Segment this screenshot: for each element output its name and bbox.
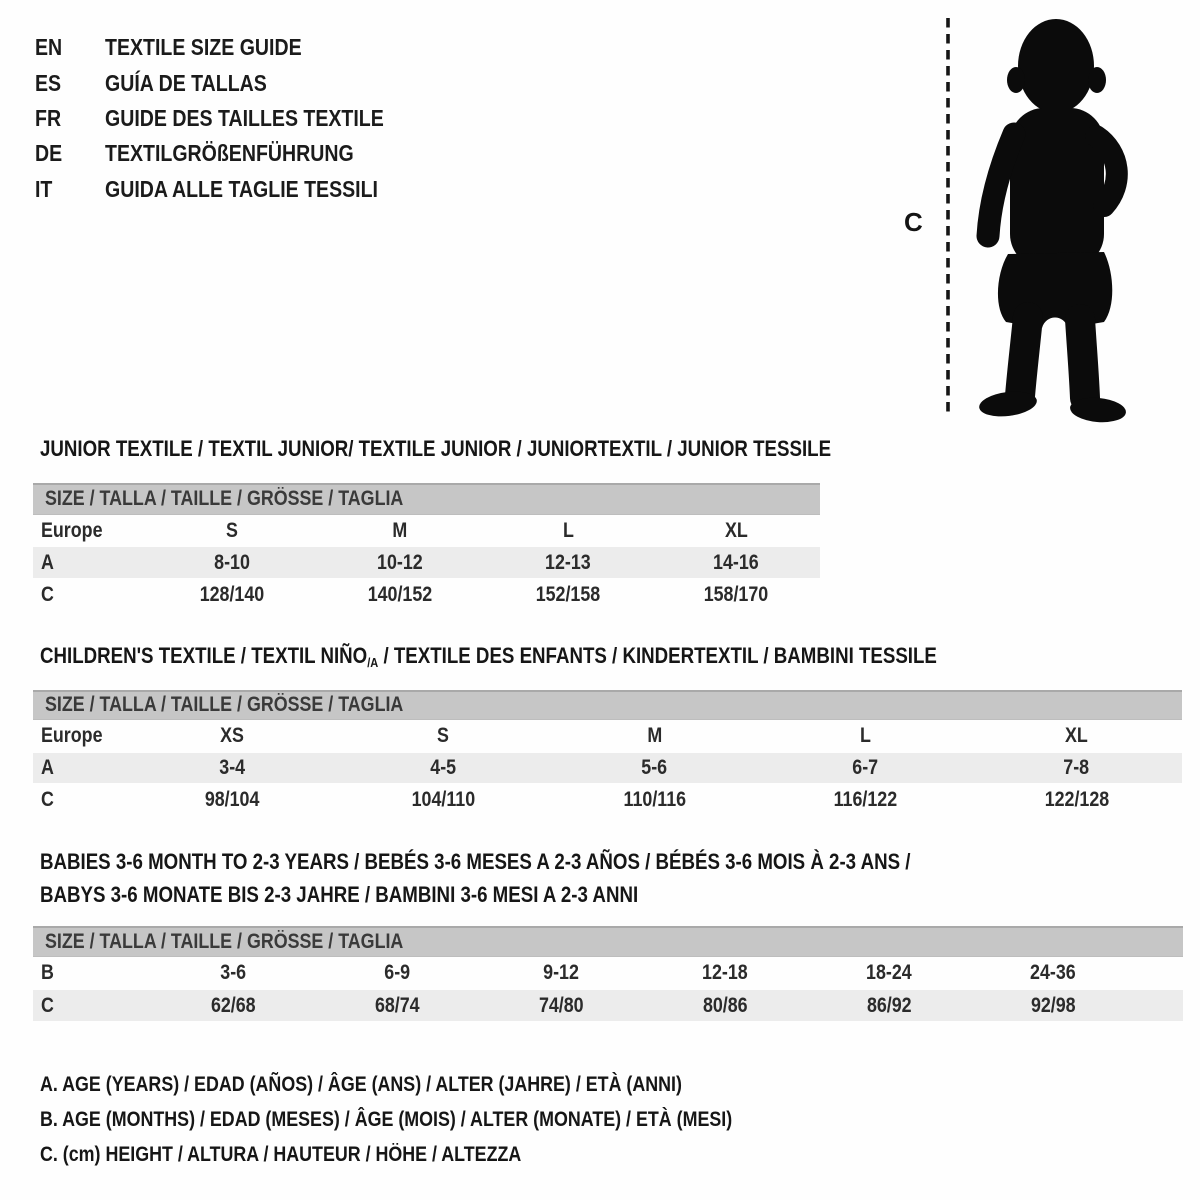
value: 14-16 (713, 550, 759, 574)
value: 3-4 (219, 756, 246, 779)
section-heading-babies-text1: BABIES 3-6 MONTH TO 2-3 YEARS / BEBÉS 3-6 MESES A 2-3 AÑOS / BÉBÉS 3-6 MOIS À 2-3 ANS / (40, 849, 911, 874)
value: 9-12 (543, 961, 579, 985)
size-label: XS (220, 724, 245, 748)
row-label: A (41, 756, 54, 779)
value: 5-6 (641, 756, 668, 779)
language-code: IT (35, 175, 53, 202)
language-code: EN (35, 34, 63, 61)
row-label-cell (33, 990, 151, 1021)
row-label: C (41, 582, 54, 606)
table-header-label: SIZE / TALLA / TAILLE / GRÖSSE / TAGLIA (45, 487, 404, 511)
size-label: XL (1065, 724, 1088, 748)
value-cell (479, 956, 643, 990)
value-cell (315, 956, 479, 990)
table-row (33, 753, 1182, 783)
value-cell (127, 783, 338, 817)
value-cell (484, 547, 652, 578)
size-cell (971, 719, 1182, 753)
value: 8-10 (214, 550, 250, 574)
section-heading-children-text (40, 643, 937, 669)
region-label-cell (33, 514, 148, 547)
language-title: GUIDA ALLE TAGLIE TESSILI (105, 175, 378, 202)
value: 6-9 (384, 961, 410, 985)
size-label: S (226, 518, 238, 542)
value: 80/86 (702, 993, 748, 1017)
value: 10-12 (377, 550, 423, 574)
value-cell (971, 990, 1135, 1021)
legend (40, 1068, 854, 1172)
value-cell (549, 783, 760, 817)
value-cell (807, 956, 971, 990)
value: 4-5 (430, 756, 457, 779)
value-cell (338, 753, 549, 783)
section-heading-children (40, 643, 1095, 669)
value-cell (148, 578, 316, 611)
baby-silhouette-icon (962, 12, 1142, 424)
section-heading-babies-line1 (40, 849, 1064, 875)
value-cell (971, 783, 1182, 817)
value-cell (760, 783, 971, 817)
table-row (33, 783, 1182, 817)
value-cell (127, 753, 338, 783)
size-cell (549, 719, 760, 753)
value: 18-24 (866, 961, 912, 985)
table-row (33, 547, 820, 578)
section-heading-junior (40, 436, 971, 462)
value: 140/152 (367, 582, 433, 606)
legend-text-c: C. (cm) HEIGHT / ALTURA / HAUTEUR / HÖHE / ALTEZZA (40, 1142, 522, 1166)
value-cell (316, 578, 484, 611)
value: 92/98 (1030, 993, 1076, 1017)
value: 12-13 (545, 550, 591, 574)
size-cell (316, 514, 484, 547)
value: 62/68 (210, 993, 256, 1017)
value: 74/80 (538, 993, 584, 1017)
language-code: FR (35, 104, 62, 131)
size-label: L (860, 724, 871, 748)
heading-subscript: /A (367, 655, 379, 670)
value: 128/140 (199, 582, 265, 606)
babies-size-table (33, 926, 1183, 1021)
spacer-cell (1135, 990, 1183, 1021)
value: 6-7 (852, 756, 879, 779)
section-heading-junior-text: JUNIOR TEXTILE / TEXTIL JUNIOR/ TEXTILE JUNIOR / JUNIORTEXTIL / JUNIOR TESSILE (40, 436, 832, 461)
legend-line-a (40, 1068, 854, 1103)
language-row (35, 30, 433, 65)
value: 86/92 (866, 993, 912, 1017)
table-row (33, 578, 820, 611)
size-cell (148, 514, 316, 547)
value-cell (148, 547, 316, 578)
table-header-label: SIZE / TALLA / TAILLE / GRÖSSE / TAGLIA (45, 929, 404, 953)
value: 158/170 (703, 582, 769, 606)
value: 152/158 (535, 582, 601, 606)
spacer-cell (1135, 956, 1183, 990)
language-list (35, 30, 433, 207)
value-cell (479, 990, 643, 1021)
value-cell (643, 956, 807, 990)
legend-text-b: B. AGE (MONTHS) / EDAD (MESES) / ÂGE (MOIS) / ALTER (MONATE) / ETÀ (MESI) (40, 1108, 733, 1132)
value-cell (971, 956, 1135, 990)
value: 12-18 (702, 961, 748, 985)
value-cell (338, 783, 549, 817)
value-cell (652, 547, 820, 578)
value-cell (643, 990, 807, 1021)
section-heading-babies-line2 (40, 882, 744, 908)
value: 68/74 (374, 993, 420, 1017)
legend-line-b (40, 1103, 854, 1138)
size-label: M (647, 724, 662, 748)
language-row (35, 101, 433, 136)
value-cell (316, 547, 484, 578)
row-label-cell (33, 547, 148, 578)
value: 98/104 (205, 788, 260, 811)
size-label: XL (724, 518, 748, 542)
language-title: TEXTILGRÖßENFÜHRUNG (105, 140, 354, 167)
language-code: ES (35, 69, 62, 96)
value: 7-8 (1063, 756, 1090, 779)
value: 116/122 (833, 788, 898, 811)
value: 104/110 (411, 788, 476, 811)
size-label: S (437, 724, 450, 748)
region-label: Europe (41, 518, 103, 542)
language-code: DE (35, 140, 63, 167)
row-label-cell (33, 956, 151, 990)
section-heading-babies-text2: BABYS 3-6 MONATE BIS 2-3 JAHRE / BAMBINI 3-6 MESI A 2-3 ANNI (40, 882, 639, 907)
language-row (35, 136, 433, 171)
value-cell (971, 753, 1182, 783)
row-label-cell (33, 578, 148, 611)
junior-size-table (33, 483, 820, 611)
value-cell (315, 990, 479, 1021)
legend-line-c (40, 1138, 854, 1173)
row-label: C (41, 993, 54, 1017)
size-cell (760, 719, 971, 753)
heading-text-part1: CHILDREN'S TEXTILE / TEXTIL NIÑO (40, 643, 368, 668)
value: 122/128 (1044, 788, 1109, 811)
size-cell (484, 514, 652, 547)
value: 24-36 (1030, 961, 1076, 985)
value-cell (549, 753, 760, 783)
value-cell (807, 990, 971, 1021)
height-measure-dashed-line-icon (944, 16, 952, 418)
table-header-label: SIZE / TALLA / TAILLE / GRÖSSE / TAGLIA (45, 693, 404, 717)
language-title: GUIDE DES TAILLES TEXTILE (105, 104, 384, 131)
size-cell (652, 514, 820, 547)
size-cell (127, 719, 338, 753)
children-size-table (33, 690, 1182, 817)
size-cell (338, 719, 549, 753)
table-row (33, 956, 1183, 990)
table-header-bar (33, 927, 1183, 956)
legend-text-a: A. AGE (YEARS) / EDAD (AÑOS) / ÂGE (ANS) / ALTER (JAHRE) / ETÀ (ANNI) (40, 1073, 682, 1097)
heading-text-part2: / TEXTILE DES ENFANTS / KINDERTEXTIL / BAMBINI TESSILE (378, 643, 937, 668)
value-cell (760, 753, 971, 783)
region-label-cell (33, 719, 127, 753)
size-label: M (392, 518, 408, 542)
value: 3-6 (220, 961, 246, 985)
value-cell (484, 578, 652, 611)
table-header-bar (33, 484, 820, 514)
table-row (33, 990, 1183, 1021)
size-label: L (562, 518, 574, 542)
row-label: B (41, 961, 54, 985)
table-header-bar (33, 691, 1182, 719)
value: 110/116 (623, 788, 686, 811)
language-row (35, 65, 433, 100)
value-cell (652, 578, 820, 611)
row-label: C (41, 788, 54, 811)
language-title: GUÍA DE TALLAS (105, 69, 267, 96)
row-label-cell (33, 783, 127, 817)
row-label-cell (33, 753, 127, 783)
measure-label-c: C (904, 207, 923, 237)
region-label: Europe (41, 724, 103, 748)
value-cell (151, 990, 315, 1021)
language-title: TEXTILE SIZE GUIDE (105, 34, 302, 61)
language-row (35, 172, 433, 207)
row-label: A (41, 550, 54, 574)
value-cell (151, 956, 315, 990)
